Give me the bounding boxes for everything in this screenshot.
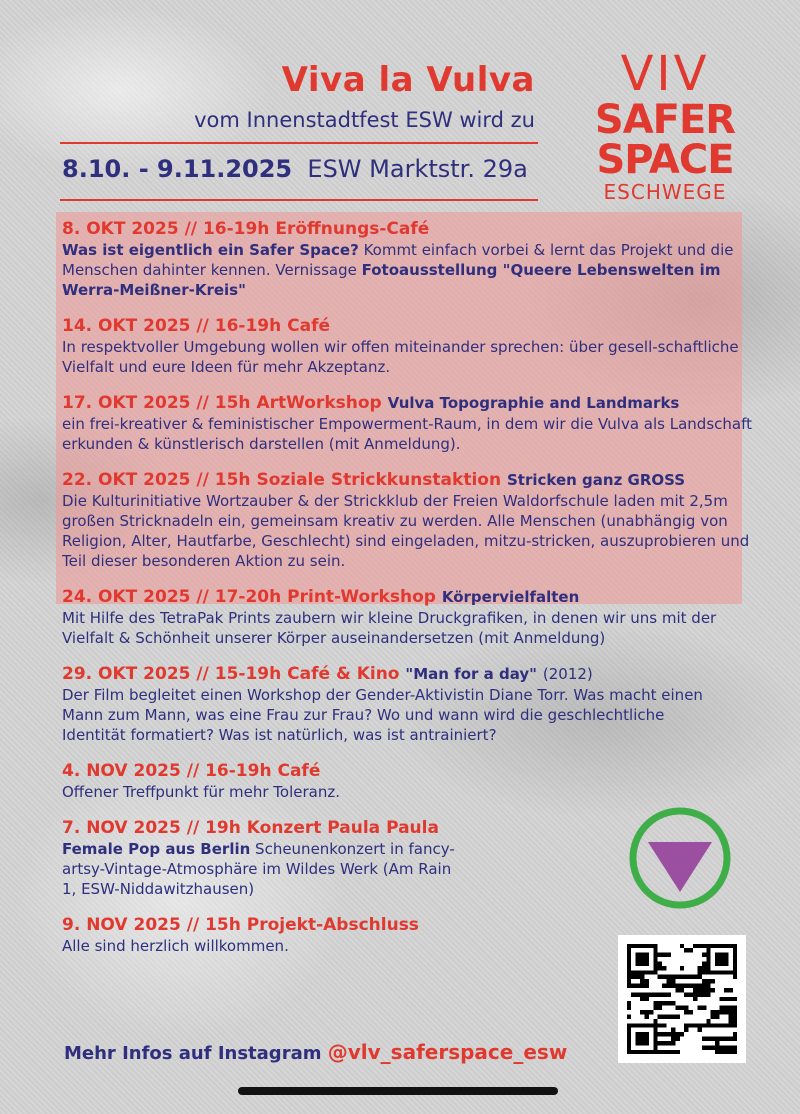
- location: ESW Marktstr. 29a: [307, 155, 528, 183]
- event-date: 17. OKT 2025: [62, 393, 191, 413]
- page-title: Viva la Vulva: [281, 60, 535, 100]
- event-title: 16-19h Café: [214, 316, 331, 336]
- event-heading: 7. NOV 2025 // 19h Konzert Paula Paula: [62, 818, 439, 838]
- event-title: 17-20h Print-Workshop: [214, 587, 436, 607]
- event-heading: 9. NOV 2025 // 15h Projekt-Abschluss: [62, 915, 419, 935]
- date-location-line: [62, 155, 528, 183]
- event-date: 24. OKT 2025: [62, 587, 191, 607]
- event-title: 15-19h Café & Kino: [214, 664, 400, 684]
- event-heading: 14. OKT 2025 // 16-19h Café: [62, 316, 331, 336]
- footer-label: Mehr Infos auf Instagram: [64, 1043, 322, 1064]
- instagram-footer: [64, 1040, 567, 1064]
- event-date: 8. OKT 2025: [62, 219, 179, 239]
- event-subtitle: "Man for a day": [405, 665, 537, 683]
- event-date: 22. OKT 2025: [62, 470, 191, 490]
- logo-line-4: ESCHWEGE: [603, 180, 727, 204]
- event-description: Alle sind herzlich willkommen.: [62, 937, 289, 955]
- event-item: [62, 469, 752, 571]
- event-title: 16-19h Eröffnungs-Café: [202, 219, 430, 239]
- event-description: Was ist eigentlich ein Safer Space? Kommt einfach vorbei & lernt das Projekt und die Menschen dahinter kennen. Vernissage Fotoausstellung "Queere Lebenswelten im Werra-Meißner-Kreis": [62, 241, 734, 299]
- viv-safer-space-logo: [590, 46, 740, 204]
- event-title: 15h Projekt-Abschluss: [205, 915, 419, 935]
- event-heading: 8. OKT 2025 // 16-19h Eröffnungs-Café: [62, 219, 430, 239]
- event-heading: 4. NOV 2025 // 16-19h Café: [62, 761, 321, 781]
- event-heading: 29. OKT 2025 // 15-19h Café & Kino "Man for a day" (2012): [62, 664, 593, 684]
- home-indicator[interactable]: [238, 1087, 558, 1095]
- event-title: 19h Konzert Paula Paula: [205, 818, 439, 838]
- event-subtitle: Körpervielfalten: [441, 588, 580, 606]
- page-subtitle: vom Innenstadtfest ESW wird zu: [194, 108, 535, 132]
- event-date: 29. OKT 2025: [62, 664, 191, 684]
- event-description: ein frei-kreativer & feministischer Empowerment-Raum, in dem wir die Vulva als Landschaft erkunden & künstlerisch darstellen (mit Anmeldung).: [62, 415, 752, 453]
- event-item: [62, 392, 752, 454]
- logo-line-3: SPACE: [596, 137, 734, 183]
- logo-line-1: VIV: [620, 46, 710, 102]
- event-description: Der Film begleitet einen Workshop der Gender-Aktivistin Diane Torr. Was macht einen Mann zum Mann, was eine Frau zur Frau? Wo und wann wird die geschlechtliche Identität formatiert? Was ist natürlich, was ist antrainiert?: [62, 686, 703, 744]
- instagram-handle[interactable]: @vlv_saferspace_esw: [327, 1040, 568, 1064]
- event-item: [62, 218, 752, 300]
- event-title: 16-19h Café: [205, 761, 321, 781]
- divider-bottom: [60, 199, 538, 201]
- event-description: Female Pop aus Berlin Scheunenkonzert in fancy-artsy-Vintage-Atmosphäre im Wildes Werk (Am Rain 1, ESW-Niddawitzhausen): [62, 840, 455, 898]
- event-item: [62, 315, 752, 377]
- event-subtitle: Stricken ganz GROSS: [507, 471, 686, 489]
- date-range: 8.10. - 9.11.2025: [62, 155, 293, 183]
- event-heading: 22. OKT 2025 // 15h Soziale Strickkunstaktion Stricken ganz GROSS: [62, 470, 686, 490]
- event-title: 15h ArtWorkshop: [214, 393, 382, 413]
- event-subtitle: Vulva Topographie and Landmarks: [387, 394, 680, 412]
- event-heading: 17. OKT 2025 // 15h ArtWorkshop Vulva Topographie and Landmarks: [62, 393, 680, 413]
- event-item: [62, 663, 752, 745]
- event-date: 14. OKT 2025: [62, 316, 191, 336]
- divider-top: [60, 142, 538, 144]
- logo-line-2: SAFER: [594, 97, 736, 143]
- event-description: Die Kulturinitiative Wortzauber & der Strickklub der Freien Waldorfschule laden mit 2,5m großen Stricknadeln ein, gemeinsam kreativ zu werden. Alle Menschen (unabhängig von Religion, Alter, Hautfarbe, Geschlecht) sind eingeladen, mitzu-stricken, auszuprobieren und Teil dieser besonderen Aktion zu sein.: [62, 492, 750, 570]
- event-date: 9. NOV 2025: [62, 915, 181, 935]
- event-year: (2012): [542, 665, 593, 683]
- event-date: 7. NOV 2025: [62, 818, 181, 838]
- event-description: Offener Treffpunkt für mehr Toleranz.: [62, 783, 340, 801]
- pink-triangle-icon: [628, 806, 732, 914]
- event-description: In respektvoller Umgebung wollen wir offen miteinander sprechen: über gesell-schaftliche Vielfalt und eure Ideen für mehr Akzeptanz.: [62, 338, 739, 376]
- event-item: [62, 586, 752, 648]
- event-heading: 24. OKT 2025 // 17-20h Print-Workshop Körpervielfalten: [62, 587, 580, 607]
- event-title: 15h Soziale Strickkunstaktion: [214, 470, 502, 490]
- event-date: 4. NOV 2025: [62, 761, 181, 781]
- event-description: Mit Hilfe des TetraPak Prints zaubern wir kleine Druckgrafiken, in denen wir uns mit der Vielfalt & Schönheit unserer Körper auseinandersetzen (mit Anmeldung): [62, 609, 717, 647]
- qr-code[interactable]: [618, 935, 746, 1063]
- event-item: [62, 760, 752, 802]
